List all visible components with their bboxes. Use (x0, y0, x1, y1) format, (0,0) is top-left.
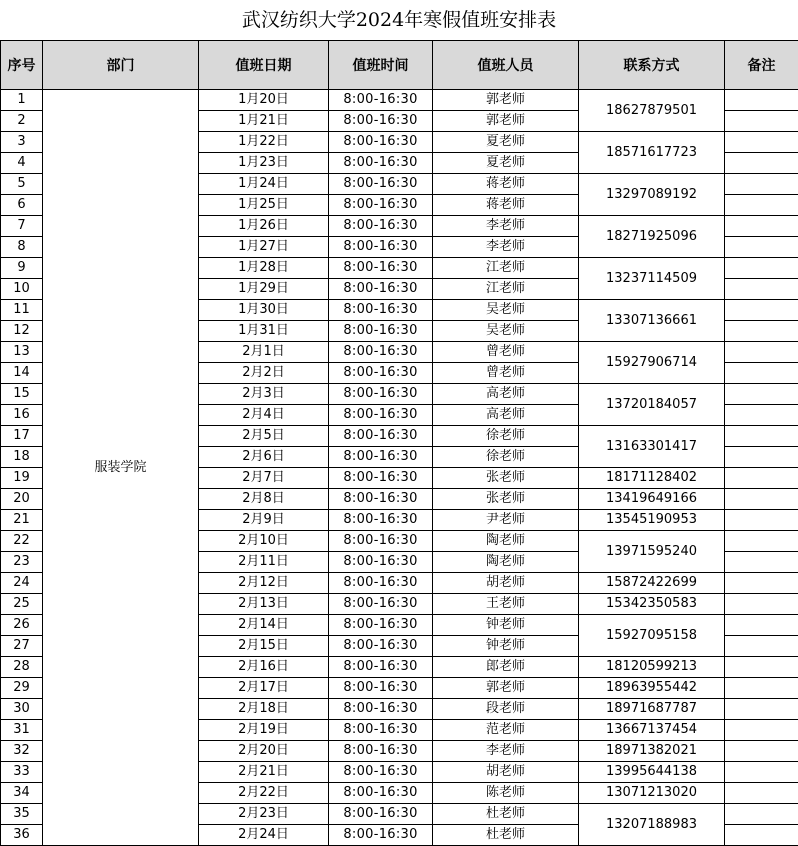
person-cell: 陶老师 (433, 552, 579, 573)
date-cell: 2月1日 (199, 342, 329, 363)
time-cell: 8:00-16:30 (329, 321, 433, 342)
person-cell: 郭老师 (433, 111, 579, 132)
time-cell: 8:00-16:30 (329, 552, 433, 573)
date-cell: 1月26日 (199, 216, 329, 237)
date-cell: 2月13日 (199, 594, 329, 615)
contact-phone-cell: 18120599213 (579, 657, 725, 678)
note-cell (725, 825, 798, 846)
person-cell: 徐老师 (433, 447, 579, 468)
seq-cell: 30 (1, 699, 43, 720)
date-cell: 2月22日 (199, 783, 329, 804)
note-cell (725, 783, 798, 804)
person-cell: 曾老师 (433, 342, 579, 363)
time-cell: 8:00-16:30 (329, 237, 433, 258)
time-cell: 8:00-16:30 (329, 699, 433, 720)
note-cell (725, 216, 798, 237)
note-cell (725, 636, 798, 657)
contact-phone-cell: 13071213020 (579, 783, 725, 804)
note-cell (725, 405, 798, 426)
time-cell: 8:00-16:30 (329, 111, 433, 132)
seq-cell: 29 (1, 678, 43, 699)
note-cell (725, 804, 798, 825)
seq-cell: 31 (1, 720, 43, 741)
seq-cell: 24 (1, 573, 43, 594)
date-cell: 1月24日 (199, 174, 329, 195)
header-time: 值班时间 (329, 41, 433, 90)
date-cell: 2月18日 (199, 699, 329, 720)
time-cell: 8:00-16:30 (329, 657, 433, 678)
person-cell: 江老师 (433, 279, 579, 300)
table-row (1, 90, 798, 111)
time-cell: 8:00-16:30 (329, 279, 433, 300)
contact-phone-cell: 13307136661 (579, 300, 725, 342)
seq-cell: 16 (1, 405, 43, 426)
date-cell: 1月30日 (199, 300, 329, 321)
person-cell: 江老师 (433, 258, 579, 279)
seq-cell: 17 (1, 426, 43, 447)
time-cell: 8:00-16:30 (329, 153, 433, 174)
contact-phone-cell: 18627879501 (579, 90, 725, 132)
date-cell: 2月23日 (199, 804, 329, 825)
date-cell: 2月8日 (199, 489, 329, 510)
header-person: 值班人员 (433, 41, 579, 90)
seq-cell: 28 (1, 657, 43, 678)
contact-phone-cell: 13207188983 (579, 804, 725, 846)
person-cell: 夏老师 (433, 132, 579, 153)
seq-cell: 22 (1, 531, 43, 552)
seq-cell: 18 (1, 447, 43, 468)
date-cell: 2月2日 (199, 363, 329, 384)
person-cell: 曾老师 (433, 363, 579, 384)
date-cell: 2月21日 (199, 762, 329, 783)
contact-phone-cell: 13545190953 (579, 510, 725, 531)
header-dept: 部门 (43, 41, 199, 90)
date-cell: 2月11日 (199, 552, 329, 573)
time-cell: 8:00-16:30 (329, 216, 433, 237)
person-cell: 吴老师 (433, 321, 579, 342)
seq-cell: 10 (1, 279, 43, 300)
person-cell: 段老师 (433, 699, 579, 720)
date-cell: 2月5日 (199, 426, 329, 447)
seq-cell: 4 (1, 153, 43, 174)
time-cell: 8:00-16:30 (329, 783, 433, 804)
duty-schedule-table (0, 40, 798, 846)
note-cell (725, 258, 798, 279)
contact-phone-cell: 18971687787 (579, 699, 725, 720)
person-cell: 张老师 (433, 489, 579, 510)
time-cell: 8:00-16:30 (329, 678, 433, 699)
time-cell: 8:00-16:30 (329, 174, 433, 195)
note-cell (725, 678, 798, 699)
time-cell: 8:00-16:30 (329, 132, 433, 153)
time-cell: 8:00-16:30 (329, 195, 433, 216)
page-title: 武汉纺织大学2024年寒假值班安排表 (0, 0, 798, 40)
person-cell: 郭老师 (433, 90, 579, 111)
note-cell (725, 174, 798, 195)
header-contact: 联系方式 (579, 41, 725, 90)
date-cell: 1月28日 (199, 258, 329, 279)
date-cell: 1月29日 (199, 279, 329, 300)
seq-cell: 11 (1, 300, 43, 321)
contact-phone-cell: 13163301417 (579, 426, 725, 468)
contact-phone-cell: 15872422699 (579, 573, 725, 594)
note-cell (725, 90, 798, 111)
time-cell: 8:00-16:30 (329, 468, 433, 489)
contact-phone-cell: 13971595240 (579, 531, 725, 573)
seq-cell: 12 (1, 321, 43, 342)
person-cell: 钟老师 (433, 636, 579, 657)
seq-cell: 20 (1, 489, 43, 510)
person-cell: 杜老师 (433, 825, 579, 846)
person-cell: 吴老师 (433, 300, 579, 321)
note-cell (725, 111, 798, 132)
contact-phone-cell: 18963955442 (579, 678, 725, 699)
note-cell (725, 657, 798, 678)
date-cell: 2月3日 (199, 384, 329, 405)
contact-phone-cell: 18571617723 (579, 132, 725, 174)
note-cell (725, 552, 798, 573)
time-cell: 8:00-16:30 (329, 804, 433, 825)
person-cell: 杜老师 (433, 804, 579, 825)
time-cell: 8:00-16:30 (329, 342, 433, 363)
time-cell: 8:00-16:30 (329, 384, 433, 405)
time-cell: 8:00-16:30 (329, 531, 433, 552)
note-cell (725, 447, 798, 468)
person-cell: 夏老师 (433, 153, 579, 174)
date-cell: 1月27日 (199, 237, 329, 258)
date-cell: 2月10日 (199, 531, 329, 552)
seq-cell: 26 (1, 615, 43, 636)
person-cell: 李老师 (433, 237, 579, 258)
note-cell (725, 300, 798, 321)
contact-phone-cell: 13667137454 (579, 720, 725, 741)
note-cell (725, 195, 798, 216)
time-cell: 8:00-16:30 (329, 510, 433, 531)
date-cell: 1月20日 (199, 90, 329, 111)
seq-cell: 9 (1, 258, 43, 279)
note-cell (725, 321, 798, 342)
date-cell: 2月20日 (199, 741, 329, 762)
time-cell: 8:00-16:30 (329, 363, 433, 384)
seq-cell: 27 (1, 636, 43, 657)
person-cell: 王老师 (433, 594, 579, 615)
seq-cell: 5 (1, 174, 43, 195)
note-cell (725, 489, 798, 510)
seq-cell: 19 (1, 468, 43, 489)
person-cell: 钟老师 (433, 615, 579, 636)
time-cell: 8:00-16:30 (329, 573, 433, 594)
seq-cell: 33 (1, 762, 43, 783)
seq-cell: 34 (1, 783, 43, 804)
date-cell: 2月14日 (199, 615, 329, 636)
time-cell: 8:00-16:30 (329, 90, 433, 111)
person-cell: 郭老师 (433, 678, 579, 699)
date-cell: 2月4日 (199, 405, 329, 426)
seq-cell: 7 (1, 216, 43, 237)
time-cell: 8:00-16:30 (329, 300, 433, 321)
note-cell (725, 573, 798, 594)
person-cell: 徐老师 (433, 426, 579, 447)
date-cell: 2月24日 (199, 825, 329, 846)
person-cell: 张老师 (433, 468, 579, 489)
seq-cell: 2 (1, 111, 43, 132)
contact-phone-cell: 13720184057 (579, 384, 725, 426)
contact-phone-cell: 15927906714 (579, 342, 725, 384)
time-cell: 8:00-16:30 (329, 594, 433, 615)
time-cell: 8:00-16:30 (329, 426, 433, 447)
time-cell: 8:00-16:30 (329, 615, 433, 636)
seq-cell: 25 (1, 594, 43, 615)
person-cell: 李老师 (433, 216, 579, 237)
date-cell: 2月15日 (199, 636, 329, 657)
note-cell (725, 384, 798, 405)
time-cell: 8:00-16:30 (329, 762, 433, 783)
department-cell: 服装学院 (43, 90, 199, 846)
note-cell (725, 741, 798, 762)
person-cell: 陶老师 (433, 531, 579, 552)
note-cell (725, 720, 798, 741)
date-cell: 2月12日 (199, 573, 329, 594)
seq-cell: 14 (1, 363, 43, 384)
contact-phone-cell: 13995644138 (579, 762, 725, 783)
contact-phone-cell: 18971382021 (579, 741, 725, 762)
seq-cell: 32 (1, 741, 43, 762)
note-cell (725, 279, 798, 300)
person-cell: 高老师 (433, 405, 579, 426)
seq-cell: 6 (1, 195, 43, 216)
note-cell (725, 363, 798, 384)
contact-phone-cell: 18271925096 (579, 216, 725, 258)
seq-cell: 35 (1, 804, 43, 825)
date-cell: 1月25日 (199, 195, 329, 216)
person-cell: 胡老师 (433, 762, 579, 783)
person-cell: 高老师 (433, 384, 579, 405)
person-cell: 范老师 (433, 720, 579, 741)
seq-cell: 1 (1, 90, 43, 111)
person-cell: 蒋老师 (433, 174, 579, 195)
note-cell (725, 510, 798, 531)
seq-cell: 8 (1, 237, 43, 258)
seq-cell: 21 (1, 510, 43, 531)
note-cell (725, 699, 798, 720)
contact-phone-cell: 13297089192 (579, 174, 725, 216)
date-cell: 2月6日 (199, 447, 329, 468)
date-cell: 2月19日 (199, 720, 329, 741)
time-cell: 8:00-16:30 (329, 720, 433, 741)
header-date: 值班日期 (199, 41, 329, 90)
time-cell: 8:00-16:30 (329, 489, 433, 510)
contact-phone-cell: 15342350583 (579, 594, 725, 615)
header-seq: 序号 (1, 41, 43, 90)
note-cell (725, 132, 798, 153)
note-cell (725, 594, 798, 615)
contact-phone-cell: 18171128402 (579, 468, 725, 489)
date-cell: 2月17日 (199, 678, 329, 699)
note-cell (725, 762, 798, 783)
note-cell (725, 531, 798, 552)
time-cell: 8:00-16:30 (329, 258, 433, 279)
time-cell: 8:00-16:30 (329, 825, 433, 846)
contact-phone-cell: 13419649166 (579, 489, 725, 510)
date-cell: 1月23日 (199, 153, 329, 174)
person-cell: 尹老师 (433, 510, 579, 531)
person-cell: 郎老师 (433, 657, 579, 678)
time-cell: 8:00-16:30 (329, 636, 433, 657)
person-cell: 蒋老师 (433, 195, 579, 216)
person-cell: 李老师 (433, 741, 579, 762)
note-cell (725, 237, 798, 258)
time-cell: 8:00-16:30 (329, 447, 433, 468)
note-cell (725, 468, 798, 489)
date-cell: 1月21日 (199, 111, 329, 132)
person-cell: 陈老师 (433, 783, 579, 804)
note-cell (725, 153, 798, 174)
date-cell: 2月9日 (199, 510, 329, 531)
seq-cell: 3 (1, 132, 43, 153)
person-cell: 胡老师 (433, 573, 579, 594)
date-cell: 1月22日 (199, 132, 329, 153)
note-cell (725, 426, 798, 447)
time-cell: 8:00-16:30 (329, 741, 433, 762)
header-row (1, 41, 798, 90)
contact-phone-cell: 15927095158 (579, 615, 725, 657)
header-note: 备注 (725, 41, 798, 90)
contact-phone-cell: 13237114509 (579, 258, 725, 300)
seq-cell: 15 (1, 384, 43, 405)
seq-cell: 23 (1, 552, 43, 573)
seq-cell: 13 (1, 342, 43, 363)
time-cell: 8:00-16:30 (329, 405, 433, 426)
seq-cell: 36 (1, 825, 43, 846)
date-cell: 1月31日 (199, 321, 329, 342)
note-cell (725, 342, 798, 363)
date-cell: 2月16日 (199, 657, 329, 678)
date-cell: 2月7日 (199, 468, 329, 489)
note-cell (725, 615, 798, 636)
